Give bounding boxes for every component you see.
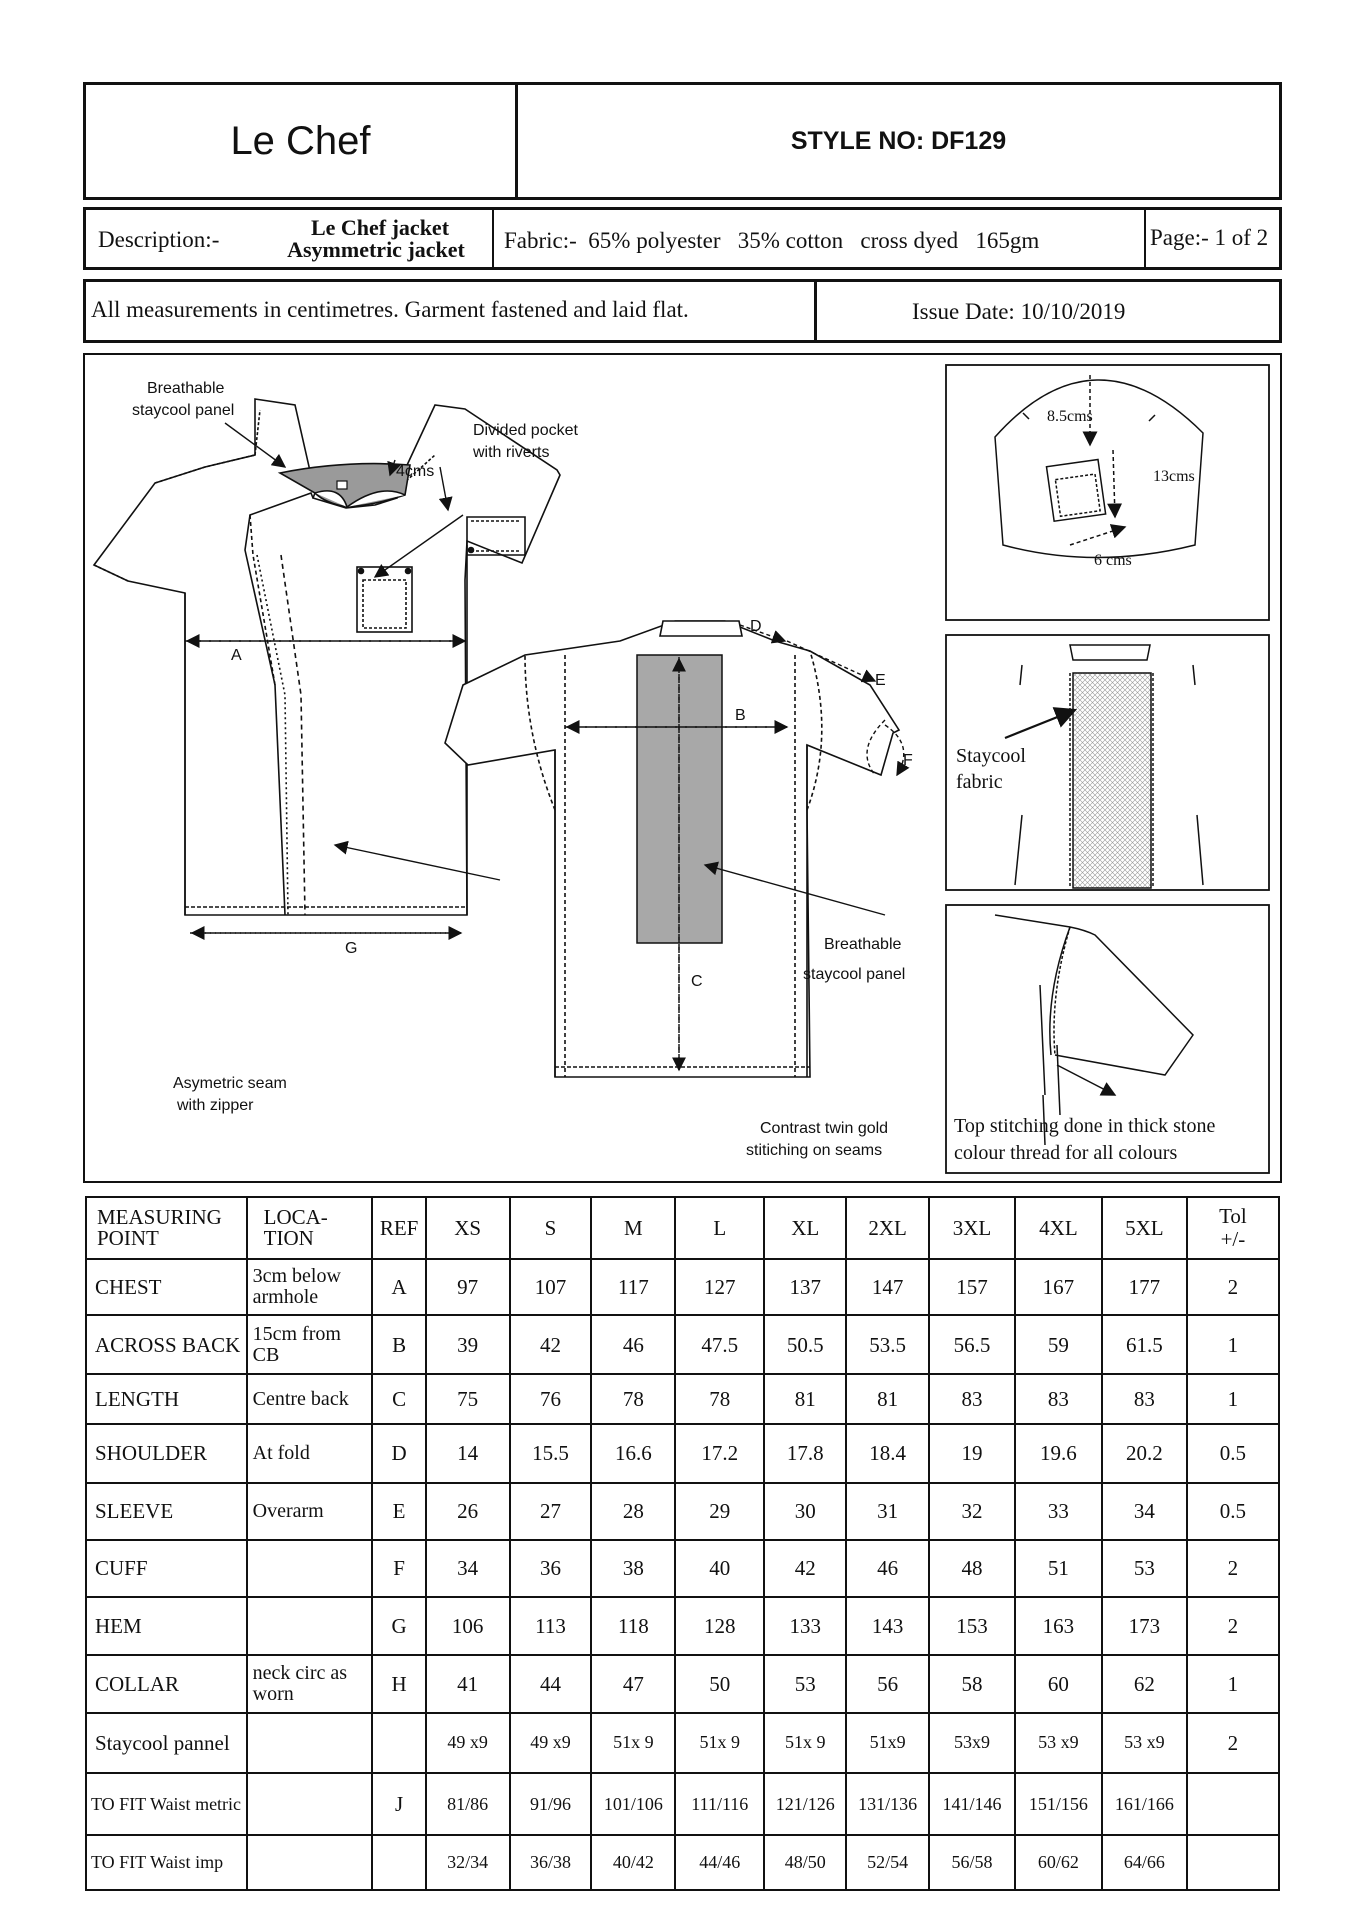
cell-size-value: 81/86	[426, 1773, 510, 1835]
cell-size-value: 143	[846, 1597, 929, 1655]
label-asym-seam-2: with zipper	[177, 1097, 254, 1114]
label-breathable-front-2: staycool panel	[132, 402, 235, 419]
info-divider-2	[1144, 210, 1146, 267]
cell-location: 15cm from CB	[247, 1315, 373, 1373]
cell-size-value: 16.6	[591, 1424, 675, 1482]
cell-size-value: 51	[1015, 1540, 1102, 1596]
cell-measuring-point: ACROSS BACK	[86, 1315, 247, 1373]
cell-measuring-point: TO FIT Waist imp	[86, 1835, 247, 1890]
cell-size-value: 147	[846, 1259, 929, 1315]
cell-size-value: 36/38	[510, 1835, 592, 1890]
cell-ref: G	[372, 1597, 425, 1655]
cell-size-value: 76	[510, 1374, 592, 1424]
header-size-3xl: 3XL	[929, 1197, 1015, 1259]
label-contrast-2: stitiching on seams	[746, 1142, 883, 1159]
cell-size-value: 39	[426, 1315, 510, 1373]
cell-size-value: 27	[510, 1483, 592, 1540]
cell-size-value: 44	[510, 1655, 592, 1712]
cell-size-value: 31	[846, 1483, 929, 1540]
cell-size-value: 83	[929, 1374, 1015, 1424]
cell-size-value: 46	[846, 1540, 929, 1596]
header-size-m: M	[591, 1197, 675, 1259]
cell-size-value: 42	[510, 1315, 592, 1373]
cell-size-value: 133	[764, 1597, 846, 1655]
cell-size-value: 81	[846, 1374, 929, 1424]
cell-size-value: 50	[675, 1655, 764, 1712]
cell-size-value: 153	[929, 1597, 1015, 1655]
cell-size-value: 173	[1102, 1597, 1187, 1655]
label-ref-c: C	[691, 973, 703, 990]
notes-divider	[814, 282, 817, 340]
header-size-4xl: 4XL	[1015, 1197, 1102, 1259]
cell-size-value: 128	[675, 1597, 764, 1655]
cell-tolerance: 1	[1187, 1655, 1279, 1712]
cell-size-value: 64/66	[1102, 1835, 1187, 1890]
cell-tolerance: 2	[1187, 1713, 1279, 1773]
cell-ref: H	[372, 1655, 425, 1712]
cell-size-value: 47	[591, 1655, 675, 1712]
cell-size-value: 60	[1015, 1655, 1102, 1712]
cell-size-value: 121/126	[764, 1773, 846, 1835]
label-breathable-back-1: Breathable	[824, 936, 902, 953]
header-size-xl: XL	[764, 1197, 846, 1259]
cell-ref: A	[372, 1259, 425, 1315]
cell-tolerance: 2	[1187, 1597, 1279, 1655]
cell-tolerance: 0.5	[1187, 1424, 1279, 1482]
cell-location: At fold	[247, 1424, 373, 1482]
cell-location: neck circ as worn	[247, 1655, 373, 1712]
cell-ref: J	[372, 1773, 425, 1835]
label-ref-a: A	[231, 647, 242, 664]
table-row	[86, 1540, 1279, 1596]
cell-size-value: 34	[426, 1540, 510, 1596]
cell-size-value: 83	[1015, 1374, 1102, 1424]
cell-tolerance: 2	[1187, 1540, 1279, 1596]
cell-size-value: 51x 9	[591, 1713, 675, 1773]
cell-size-value: 157	[929, 1259, 1015, 1315]
cell-size-value: 50.5	[764, 1315, 846, 1373]
cell-location	[247, 1835, 373, 1890]
style-number: STYLE NO: DF129	[790, 127, 1007, 155]
header-size-l: L	[675, 1197, 764, 1259]
cell-location	[247, 1540, 373, 1596]
cell-size-value: 177	[1102, 1259, 1187, 1315]
cell-ref: B	[372, 1315, 425, 1373]
header-mp-line1: MEASURING	[97, 1205, 222, 1229]
cell-size-value: 59	[1015, 1315, 1102, 1373]
cell-size-value: 38	[591, 1540, 675, 1596]
cell-size-value: 26	[426, 1483, 510, 1540]
cell-size-value: 46	[591, 1315, 675, 1373]
cell-tolerance	[1187, 1773, 1279, 1835]
measurement-table-body	[86, 1259, 1279, 1890]
fabric-text: Fabric:- 65% polyester 35% cotton cross dyed 165gm	[504, 228, 1040, 253]
cell-size-value: 83	[1102, 1374, 1187, 1424]
cell-size-value: 56/58	[929, 1835, 1015, 1890]
label-ref-d: D	[750, 618, 762, 635]
table-row	[86, 1374, 1279, 1424]
label-contrast-1: Contrast twin gold	[760, 1120, 889, 1137]
cell-size-value: 107	[510, 1259, 592, 1315]
header-loc-line2: TION	[263, 1226, 314, 1250]
cell-measuring-point: COLLAR	[86, 1655, 247, 1712]
cell-measuring-point: TO FIT Waist metric	[86, 1773, 247, 1835]
header-tol-line2: +/-	[1220, 1227, 1246, 1251]
table-header-row	[86, 1197, 1279, 1259]
cell-size-value: 137	[764, 1259, 846, 1315]
measurement-note: All measurements in centimetres. Garment fastened and laid flat.	[91, 297, 689, 322]
cell-size-value: 17.8	[764, 1424, 846, 1482]
header-size-5xl: 5XL	[1102, 1197, 1187, 1259]
cell-tolerance: 1	[1187, 1315, 1279, 1373]
table-row	[86, 1773, 1279, 1835]
label-ref-b: B	[735, 707, 746, 724]
label-staycool-1: Staycool	[956, 745, 1026, 767]
header-tol-line1: Tol	[1219, 1203, 1247, 1228]
label-ref-e: E	[875, 672, 886, 689]
cell-size-value: 81	[764, 1374, 846, 1424]
cell-size-value: 19	[929, 1424, 1015, 1482]
cell-tolerance: 1	[1187, 1374, 1279, 1424]
cell-size-value: 32	[929, 1483, 1015, 1540]
cell-size-value: 42	[764, 1540, 846, 1596]
header-loc-line1: LOCA-	[263, 1205, 328, 1229]
cell-size-value: 52/54	[846, 1835, 929, 1890]
cell-size-value: 61.5	[1102, 1315, 1187, 1373]
label-collar-height: 4cms	[396, 463, 435, 480]
cell-size-value: 40	[675, 1540, 764, 1596]
cell-size-value: 56	[846, 1655, 929, 1712]
cell-measuring-point: SLEEVE	[86, 1483, 247, 1540]
cell-size-value: 161/166	[1102, 1773, 1187, 1835]
description-line1: Le Chef jacket	[310, 215, 450, 240]
cell-size-value: 91/96	[510, 1773, 592, 1835]
cell-size-value: 48	[929, 1540, 1015, 1596]
cell-size-value: 51x 9	[764, 1713, 846, 1773]
cell-measuring-point: Staycool pannel	[86, 1713, 247, 1773]
cell-ref: C	[372, 1374, 425, 1424]
cell-measuring-point: CUFF	[86, 1540, 247, 1596]
cell-size-value: 44/46	[675, 1835, 764, 1890]
header-ref: REF	[372, 1197, 425, 1259]
table-row	[86, 1655, 1279, 1712]
cell-size-value: 18.4	[846, 1424, 929, 1482]
cell-size-value: 111/116	[675, 1773, 764, 1835]
table-row	[86, 1597, 1279, 1655]
cell-size-value: 117	[591, 1259, 675, 1315]
cell-location	[247, 1597, 373, 1655]
cell-size-value: 101/106	[591, 1773, 675, 1835]
cell-size-value: 36	[510, 1540, 592, 1596]
cell-size-value: 41	[426, 1655, 510, 1712]
cell-size-value: 53x9	[929, 1713, 1015, 1773]
cell-size-value: 58	[929, 1655, 1015, 1712]
cell-size-value: 127	[675, 1259, 764, 1315]
cell-ref	[372, 1835, 425, 1890]
cell-size-value: 32/34	[426, 1835, 510, 1890]
description-line2: Asymmetric jacket	[287, 237, 465, 262]
info-box	[83, 207, 1282, 270]
cell-size-value: 78	[675, 1374, 764, 1424]
header-box	[83, 82, 1282, 200]
inset-sleeve-pocket	[946, 365, 1269, 620]
page-number: Page:- 1 of 2	[1150, 225, 1269, 250]
table-row	[86, 1259, 1279, 1315]
cell-size-value: 51x9	[846, 1713, 929, 1773]
cell-measuring-point: HEM	[86, 1597, 247, 1655]
cell-size-value: 56.5	[929, 1315, 1015, 1373]
cell-size-value: 151/156	[1015, 1773, 1102, 1835]
cell-size-value: 20.2	[1102, 1424, 1187, 1482]
issue-date: Issue Date: 10/10/2019	[912, 299, 1126, 324]
cell-tolerance: 0.5	[1187, 1483, 1279, 1540]
cell-size-value: 47.5	[675, 1315, 764, 1373]
cell-size-value: 51x 9	[675, 1713, 764, 1773]
header-mp-line2: POINT	[97, 1226, 159, 1250]
cell-size-value: 14	[426, 1424, 510, 1482]
sketch-area	[83, 353, 1282, 1183]
cell-ref: E	[372, 1483, 425, 1540]
cell-measuring-point: LENGTH	[86, 1374, 247, 1424]
header-size-2xl: 2XL	[846, 1197, 929, 1259]
cell-size-value: 53	[1102, 1540, 1187, 1596]
cell-size-value: 141/146	[929, 1773, 1015, 1835]
table-row	[86, 1424, 1279, 1482]
cell-ref: D	[372, 1424, 425, 1482]
cell-size-value: 30	[764, 1483, 846, 1540]
header-measuring-point	[86, 1197, 247, 1259]
cell-location: Centre back	[247, 1374, 373, 1424]
cell-size-value: 53	[764, 1655, 846, 1712]
cell-size-value: 19.6	[1015, 1424, 1102, 1482]
label-pocket-side: 13cms	[1153, 468, 1195, 485]
description-label: Description:-	[98, 227, 220, 252]
cell-tolerance: 2	[1187, 1259, 1279, 1315]
cell-size-value: 75	[426, 1374, 510, 1424]
table-row	[86, 1315, 1279, 1373]
label-topstitch-2: colour thread for all colours	[954, 1142, 1178, 1164]
cell-location: 3cm below armhole	[247, 1259, 373, 1315]
label-ref-f: F	[903, 752, 913, 769]
cell-location	[247, 1773, 373, 1835]
header-tolerance	[1187, 1197, 1279, 1259]
header-size-xs: XS	[426, 1197, 510, 1259]
cell-size-value: 163	[1015, 1597, 1102, 1655]
label-asym-seam-1: Asymetric seam	[173, 1075, 287, 1092]
table-row	[86, 1483, 1279, 1540]
cell-size-value: 29	[675, 1483, 764, 1540]
header-location	[247, 1197, 373, 1259]
label-pocket-top: 8.5cms	[1047, 408, 1093, 425]
label-topstitch-1: Top stitching done in thick stone	[954, 1115, 1216, 1137]
cell-size-value: 106	[426, 1597, 510, 1655]
cell-size-value: 167	[1015, 1259, 1102, 1315]
cell-size-value: 131/136	[846, 1773, 929, 1835]
cell-size-value: 15.5	[510, 1424, 592, 1482]
label-breathable-front-1: Breathable	[147, 380, 225, 397]
brand-title: Le Chef	[230, 119, 371, 163]
cell-size-value: 40/42	[591, 1835, 675, 1890]
cell-size-value: 78	[591, 1374, 675, 1424]
cell-size-value: 62	[1102, 1655, 1187, 1712]
label-ref-g: G	[345, 940, 358, 957]
cell-size-value: 113	[510, 1597, 592, 1655]
cell-tolerance	[1187, 1835, 1279, 1890]
cell-size-value: 53.5	[846, 1315, 929, 1373]
cell-location	[247, 1713, 373, 1773]
cell-size-value: 17.2	[675, 1424, 764, 1482]
cell-measuring-point: CHEST	[86, 1259, 247, 1315]
label-divided-pocket-2: with riverts	[473, 444, 550, 461]
label-divided-pocket-1: Divided pocket	[473, 422, 578, 439]
cell-size-value: 49 x9	[510, 1713, 592, 1773]
cell-size-value: 118	[591, 1597, 675, 1655]
label-breathable-back-2: staycool panel	[803, 966, 906, 983]
label-pocket-bottom: 6 cms	[1094, 552, 1132, 569]
cell-location: Overarm	[247, 1483, 373, 1540]
table-row	[86, 1713, 1279, 1773]
cell-size-value: 34	[1102, 1483, 1187, 1540]
cell-size-value: 60/62	[1015, 1835, 1102, 1890]
cell-ref	[372, 1713, 425, 1773]
cell-size-value: 97	[426, 1259, 510, 1315]
cell-ref: F	[372, 1540, 425, 1596]
cell-size-value: 53 x9	[1015, 1713, 1102, 1773]
cell-size-value: 49 x9	[426, 1713, 510, 1773]
cell-size-value: 53 x9	[1102, 1713, 1187, 1773]
header-size-s: S	[510, 1197, 592, 1259]
label-staycool-2: fabric	[956, 771, 1003, 793]
cell-size-value: 48/50	[764, 1835, 846, 1890]
cell-measuring-point: SHOULDER	[86, 1424, 247, 1482]
cell-size-value: 28	[591, 1483, 675, 1540]
notes-box	[83, 279, 1282, 343]
measurement-table	[85, 1196, 1280, 1891]
table-row	[86, 1835, 1279, 1890]
technical-sketch	[85, 355, 1280, 1181]
cell-size-value: 33	[1015, 1483, 1102, 1540]
